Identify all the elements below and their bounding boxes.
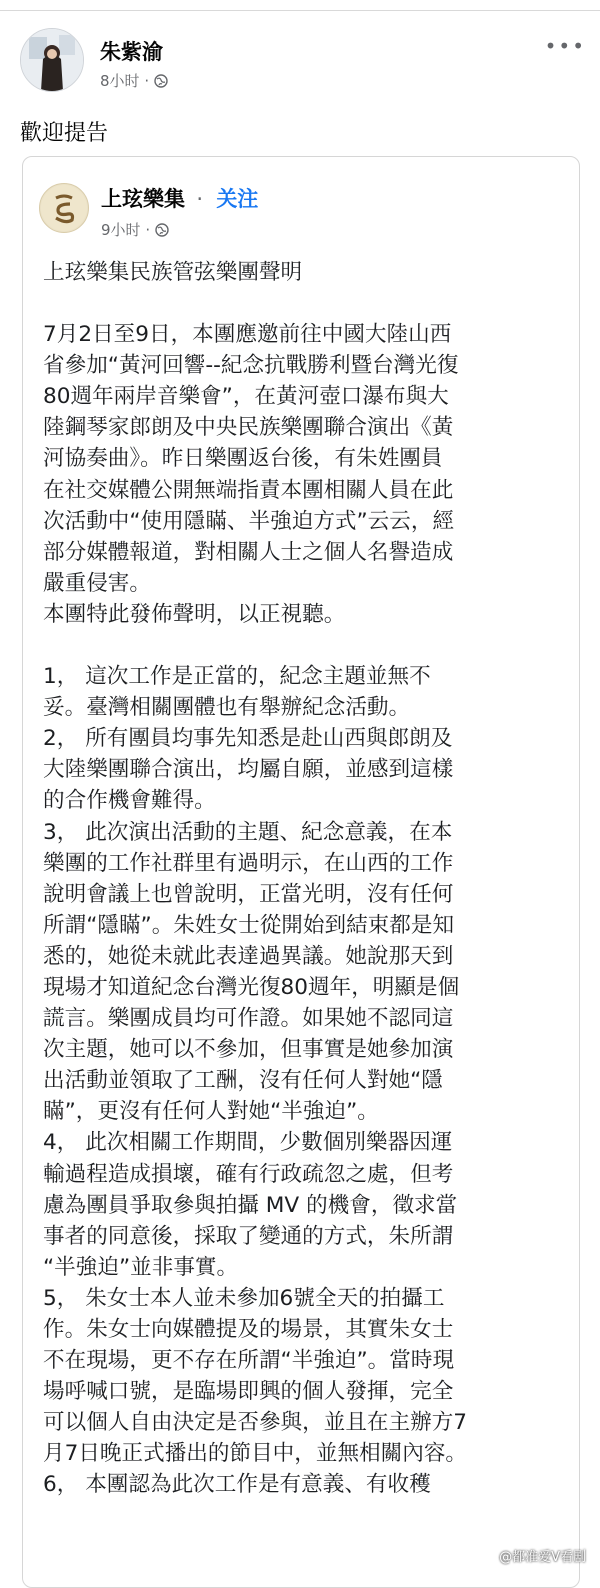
more-options-icon[interactable]: •••: [544, 34, 586, 58]
post-header: [20, 16, 590, 96]
post-text: 歡迎提告: [20, 121, 109, 146]
watermark: @都准爱V看剧: [499, 1550, 586, 1565]
page-name-row: [101, 183, 258, 213]
top-divider: [0, 10, 600, 11]
page-name[interactable]: 上玹樂集: [101, 187, 185, 211]
globe-icon: [155, 223, 169, 237]
follow-button[interactable]: 关注: [216, 187, 259, 211]
statement-intro: 7月2日至9日，本團應邀前往中國大陸山西 省參加“黃河回響--紀念抗戰勝利暨台灣光復 80週年兩岸音樂會”，在黃河壺口瀑布與大 陸鋼琴家郎朗及中央民族樂團聯合演出《黃 河協奏曲》。昨日樂團返台後，有朱姓團員 在社交媒體公開無端指責本團相關人員在此 次活動中“使用隱瞞、半強迫方式”云云，經 部分媒體報道，對相關人士之個人名譽造成 嚴重侵害。 本團特此發佈聲明，以正視聽。: [43, 322, 459, 627]
meta-separator: ·: [145, 221, 151, 239]
statement-title: 上玹樂集民族管弦樂團聲明: [43, 260, 303, 285]
paragraph-gap: [43, 630, 563, 661]
page-logo-icon: [40, 184, 88, 232]
shared-post-meta: [101, 219, 169, 240]
avatar-photo-icon: [21, 29, 83, 91]
avatar[interactable]: [20, 28, 84, 92]
page-logo[interactable]: [39, 183, 89, 233]
shared-post-card[interactable]: [22, 156, 580, 1588]
statement-points: 1， 這次工作是正當的，紀念主題並無不 妥。臺灣相關團體也有舉辦紀念活動。 2， 所有團員均事先知悉是赴山西與郎朗及 大陸樂團聯合演出，均屬自願，並感到這樣 的合作機會難得。 3， 此次演出活動的主題、紀念意義，在本 樂團的工作社群里有過明示，在山西的工作 說明會議上也曾說明，正當光明，沒有任何 所謂“隱瞞”。朱姓女士從開始到結束都是知 悉的，她從未就此表達過異議。她說那天到 現場才知道紀念台灣光復80週年，明顯是個 謊言。樂團成員均可作證。如果她不認同這 次主題，她可以不參加，但事實是她參加演 出活動並領取了工酬，沒有任何人對她“隱 瞞”，更沒有任何人對她“半強迫”。 4， 此次相關工作期間，少數個別樂器因運 輸過程造成損壞，確有行政疏忽之處，但考 慮為團員爭取參與拍攝 MV 的機會，徵求當 事者的同意後，採取了變通的方式，朱所謂 “半強迫”並非事實。 5， 朱女士本人並未參加6號全天的拍攝工 作。朱女士向媒體提及的場景，其實朱女士 不在現場，更不存在所謂“半強迫”。當時現 場呼喊口號，是臨場即興的個人發揮，完全 可以個人自由決定是否參與，並且在主辦方7 月7日晚正式播出的節目中，並無相關內容。 6， 本團認為此次工作是有意義、有收穫: [43, 664, 468, 1498]
author-name[interactable]: 朱紫渝: [100, 40, 163, 64]
meta-separator: ·: [144, 72, 150, 90]
post-meta: [100, 70, 168, 91]
shared-post-time[interactable]: 9小时: [101, 221, 141, 239]
shared-post-header: [39, 175, 569, 245]
globe-icon: [154, 74, 168, 88]
statement-body: [43, 257, 563, 1501]
post-time[interactable]: 8小时: [100, 72, 140, 90]
name-separator: ·: [196, 187, 203, 211]
paragraph-gap: [43, 288, 563, 319]
